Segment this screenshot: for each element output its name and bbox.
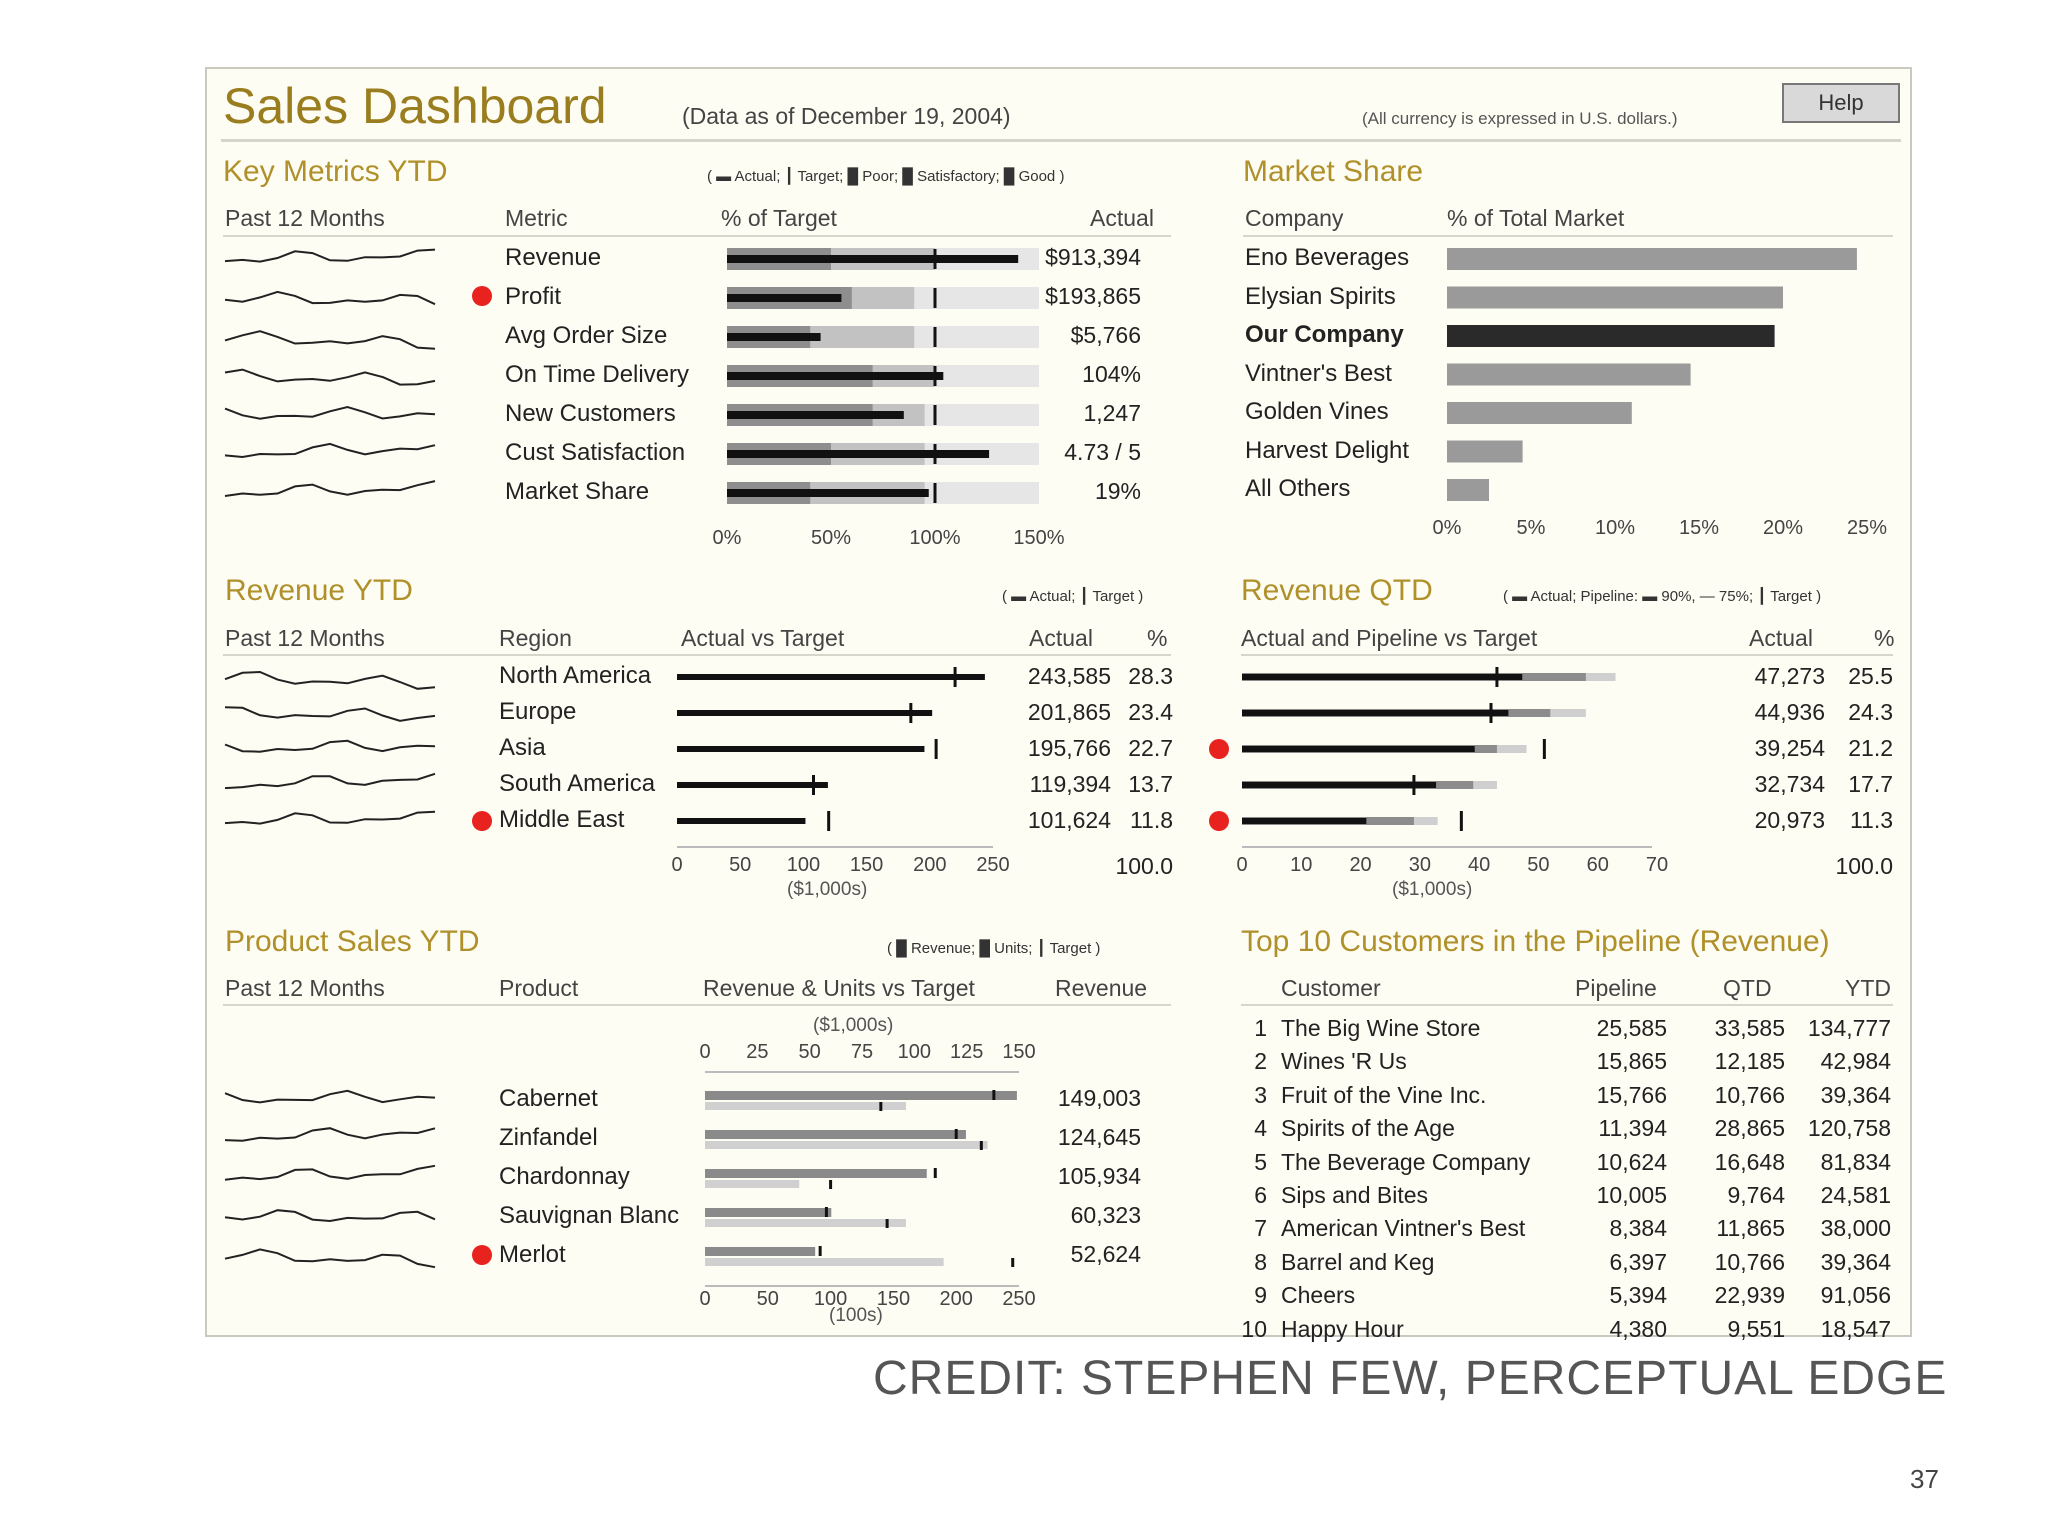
rq-col-actual: Actual xyxy=(1749,625,1813,651)
tc-customer-name: Wines 'R Us xyxy=(1281,1048,1407,1075)
ms-company-label: All Others xyxy=(1245,475,1351,502)
rq-actual-value: 32,734 xyxy=(1754,771,1825,797)
ps-units-tick-label: 150 xyxy=(876,1288,911,1310)
ps-product-label: Cabernet xyxy=(499,1085,598,1112)
km-col-metric: Metric xyxy=(505,205,568,231)
ps-sparkline xyxy=(225,1128,435,1141)
ry-region-label: Europe xyxy=(499,698,577,725)
tc-ytd-value: 42,984 xyxy=(1820,1048,1891,1075)
ps-revenue-value: 105,934 xyxy=(1057,1163,1141,1189)
ps-revenue-bar xyxy=(705,1208,831,1217)
tc-rank: 4 xyxy=(1254,1115,1267,1142)
ry-sparkline xyxy=(225,774,435,788)
key-metrics-title: Key Metrics YTD xyxy=(223,155,448,188)
ry-col-pct: % xyxy=(1147,625,1168,651)
tc-pipeline-value: 8,384 xyxy=(1609,1215,1667,1242)
tc-col-pipeline: Pipeline xyxy=(1575,975,1657,1001)
km-actual-bar xyxy=(727,372,943,380)
ry-sparkline xyxy=(225,812,435,824)
tc-ytd-value: 24,581 xyxy=(1820,1182,1891,1208)
tc-pipeline-value: 15,766 xyxy=(1596,1081,1667,1108)
ps-product-label: Zinfandel xyxy=(499,1124,598,1151)
ps-rev-tick-label: 100 xyxy=(897,1041,932,1063)
km-metric-label: On Time Delivery xyxy=(505,361,690,388)
km-sparkline xyxy=(225,370,435,385)
product-sales-legend: ( █ Revenue; █ Units; ┃ Target ) xyxy=(887,940,1101,957)
ry-tick-label: 200 xyxy=(913,854,947,876)
ps-rev-tick-label: 75 xyxy=(850,1041,874,1063)
km-actual-value: 104% xyxy=(1082,361,1141,387)
ry-region-label: Asia xyxy=(499,734,546,761)
ry-region-label: South America xyxy=(499,770,656,797)
tc-rank: 6 xyxy=(1254,1182,1267,1208)
alert-dot xyxy=(1209,739,1229,759)
ms-tick-label: 5% xyxy=(1516,517,1546,539)
km-sparkline xyxy=(225,292,435,304)
ps-revenue-value: 124,645 xyxy=(1057,1124,1141,1150)
rq-tick-label: 30 xyxy=(1408,854,1431,876)
tc-pipeline-value: 15,865 xyxy=(1596,1048,1667,1075)
revenue-qtd-legend: ( ▬ Actual; Pipeline: ▬ 90%, — 75%; ┃ Target ) xyxy=(1503,588,1822,605)
ps-sparkline xyxy=(225,1249,435,1267)
rq-pct-value: 21.2 xyxy=(1848,735,1893,761)
tc-pipeline-value: 4,380 xyxy=(1609,1315,1667,1342)
ms-tick-label: 10% xyxy=(1594,517,1636,539)
ps-units-tick-label: 100 xyxy=(813,1288,848,1310)
ps-rev-tick-label: 125 xyxy=(949,1041,984,1063)
rq-actual-bar xyxy=(1242,674,1522,680)
rq-col-pct: % xyxy=(1874,625,1895,651)
rq-pct-value: 17.7 xyxy=(1848,771,1893,797)
ms-company-label: Golden Vines xyxy=(1245,398,1389,425)
page-title: Sales Dashboard xyxy=(223,78,607,134)
ps-units-tick-label: 0 xyxy=(699,1288,711,1310)
ps-col-product: Product xyxy=(499,975,579,1001)
tc-customer-name: The Big Wine Store xyxy=(1281,1015,1481,1041)
tc-qtd-value: 33,585 xyxy=(1714,1015,1785,1041)
ps-rev-tick-label: 25 xyxy=(746,1041,769,1063)
credit-line: CREDIT: STEPHEN FEW, PERCEPTUAL EDGE xyxy=(873,1352,1948,1405)
tc-pipeline-value: 11,394 xyxy=(1598,1115,1667,1142)
ry-actual-value: 119,394 xyxy=(1029,771,1111,797)
market-share-title: Market Share xyxy=(1243,155,1424,188)
product-sales-title: Product Sales YTD xyxy=(225,925,480,958)
rq-actual-bar xyxy=(1242,710,1508,716)
ps-revenue-bar xyxy=(705,1091,1017,1100)
tc-customer-name: Cheers xyxy=(1281,1282,1356,1309)
rq-pct-value: 11.3 xyxy=(1849,807,1893,833)
km-metric-label: Revenue xyxy=(505,244,602,271)
ry-tick-label: 50 xyxy=(729,854,752,876)
rq-actual-bar xyxy=(1242,746,1475,752)
ps-product-label: Merlot xyxy=(499,1241,566,1268)
rq-tick-label: 70 xyxy=(1645,854,1669,876)
ry-col-actual-vs-target: Actual vs Target xyxy=(681,625,845,651)
km-metric-label: Avg Order Size xyxy=(505,322,668,349)
km-actual-bar xyxy=(727,489,929,497)
tc-customer-name: Fruit of the Vine Inc. xyxy=(1281,1081,1487,1108)
ry-sparkline xyxy=(225,672,435,689)
ry-col-region: Region xyxy=(499,625,572,651)
ps-col-revenue: Revenue xyxy=(1055,975,1148,1001)
tc-customer-name: Sips and Bites xyxy=(1281,1182,1429,1208)
ms-company-label: Our Company xyxy=(1245,321,1404,348)
ps-revenue-bar xyxy=(705,1130,966,1139)
currency-note: (All currency is expressed in U.S. dollars.) xyxy=(1362,109,1678,128)
ry-actual-bar xyxy=(677,746,924,752)
tc-rank: 3 xyxy=(1254,1081,1267,1108)
tc-customer-name: American Vintner's Best xyxy=(1281,1215,1526,1242)
tc-customer-name: Spirits of the Age xyxy=(1281,1115,1455,1142)
tc-pipeline-value: 10,005 xyxy=(1596,1182,1667,1208)
rq-actual-value: 44,936 xyxy=(1754,699,1825,725)
ps-units-bar xyxy=(705,1258,944,1266)
ry-actual-bar xyxy=(677,818,805,824)
revenue-qtd-title: Revenue QTD xyxy=(1241,574,1433,607)
rq-actual-bar xyxy=(1242,782,1436,788)
ms-company-label: Harvest Delight xyxy=(1245,436,1410,464)
sales-dashboard xyxy=(205,67,1912,1342)
km-actual-bar xyxy=(727,255,1018,263)
rq-col-actual-pipeline: Actual and Pipeline vs Target xyxy=(1241,625,1538,651)
ry-pct-value: 22.7 xyxy=(1128,735,1173,761)
ry-axis-unit: ($1,000s) xyxy=(787,879,868,900)
ry-pct-value: 11.8 xyxy=(1129,807,1173,833)
ps-revenue-unit: ($1,000s) xyxy=(813,1015,894,1036)
ms-col-company: Company xyxy=(1245,205,1344,231)
rq-pct-value: 24.3 xyxy=(1848,699,1893,725)
rq-actual-value: 39,254 xyxy=(1754,735,1825,761)
ry-region-label: Middle East xyxy=(499,806,625,833)
ps-units-bar xyxy=(705,1141,988,1149)
tc-qtd-value: 11,865 xyxy=(1716,1215,1785,1242)
ry-tick-label: 0 xyxy=(671,854,683,876)
ms-tick-label: 25% xyxy=(1846,517,1888,539)
ps-units-bar xyxy=(705,1102,906,1110)
tc-ytd-value: 38,000 xyxy=(1820,1215,1891,1242)
ps-units-bar xyxy=(705,1219,906,1227)
tc-rank: 7 xyxy=(1254,1215,1267,1242)
ms-bar xyxy=(1447,325,1775,347)
ps-product-label: Sauvignan Blanc xyxy=(499,1202,680,1229)
rq-tick-label: 10 xyxy=(1290,854,1313,876)
km-actual-bar xyxy=(727,450,989,458)
tc-col-qtd: QTD xyxy=(1723,975,1772,1001)
tc-col-ytd: YTD xyxy=(1845,975,1891,1001)
rq-pct-value: 25.5 xyxy=(1848,663,1893,689)
rq-axis-unit: ($1,000s) xyxy=(1392,879,1473,900)
ry-region-label: North America xyxy=(499,662,652,689)
km-tick-label: 0% xyxy=(712,527,742,549)
tc-rank: 10 xyxy=(1241,1315,1267,1342)
tc-pipeline-value: 25,585 xyxy=(1596,1015,1667,1041)
data-as-of: (Data as of December 19, 2004) xyxy=(682,103,1011,129)
km-col-pct-target: % of Target xyxy=(721,205,837,231)
tc-col-customer: Customer xyxy=(1281,975,1381,1001)
ry-sparkline xyxy=(225,707,435,721)
ps-revenue-bar xyxy=(705,1169,927,1178)
rq-tick-label: 60 xyxy=(1586,854,1609,876)
help-button[interactable]: Help xyxy=(1782,83,1900,123)
tc-qtd-value: 22,939 xyxy=(1714,1282,1785,1309)
ry-sparkline xyxy=(225,741,435,752)
tc-qtd-value: 16,648 xyxy=(1714,1148,1785,1175)
ry-pct-value: 23.4 xyxy=(1128,699,1173,725)
revenue-ytd-title: Revenue YTD xyxy=(225,574,413,607)
ry-tick-label: 150 xyxy=(849,854,884,876)
km-actual-bar xyxy=(727,294,841,302)
rq-total-pct: 100.0 xyxy=(1835,853,1893,879)
km-metric-label: Profit xyxy=(505,283,562,310)
ms-bar xyxy=(1447,364,1691,386)
ps-col-rev-units: Revenue & Units vs Target xyxy=(703,975,975,1001)
ps-units-tick-label: 250 xyxy=(1002,1288,1036,1310)
tc-rank: 1 xyxy=(1254,1015,1267,1041)
rq-tick-label: 0 xyxy=(1236,854,1248,876)
tc-ytd-value: 39,364 xyxy=(1820,1248,1891,1275)
rq-tick-label: 40 xyxy=(1468,854,1491,876)
ry-actual-bar xyxy=(677,710,932,716)
key-metrics-legend: ( ▬ Actual; ┃ Target; █ Poor; █ Satisfactory; █ Good ) xyxy=(707,168,1065,185)
ms-col-pct-market: % of Total Market xyxy=(1447,205,1625,231)
alert-dot xyxy=(472,286,492,306)
ps-sparkline xyxy=(225,1210,435,1221)
ms-company-label: Elysian Spirits xyxy=(1245,282,1396,310)
tc-ytd-value: 81,834 xyxy=(1820,1148,1891,1175)
km-metric-label: Cust Satisfaction xyxy=(505,439,686,466)
rq-tick-label: 50 xyxy=(1527,854,1550,876)
tc-qtd-value: 10,766 xyxy=(1714,1081,1785,1108)
ps-units-tick-label: 50 xyxy=(756,1288,779,1310)
ry-total-pct: 100.0 xyxy=(1115,853,1173,879)
ms-company-label: Eno Beverages xyxy=(1245,244,1410,271)
tc-qtd-value: 10,766 xyxy=(1714,1248,1785,1275)
km-metric-label: Market Share xyxy=(505,478,650,505)
ps-revenue-value: 52,624 xyxy=(1070,1241,1141,1267)
ps-units-unit: (100s) xyxy=(829,1305,883,1326)
tc-qtd-value: 9,764 xyxy=(1727,1182,1785,1208)
tc-customer-name: Barrel and Keg xyxy=(1281,1248,1435,1275)
revenue-ytd-legend: ( ▬ Actual; ┃ Target ) xyxy=(1002,588,1144,605)
rq-actual-bar xyxy=(1242,818,1366,824)
tc-pipeline-value: 10,624 xyxy=(1596,1148,1667,1175)
ry-tick-label: 100 xyxy=(786,854,821,876)
ms-tick-label: 15% xyxy=(1678,517,1720,539)
ms-bar xyxy=(1447,402,1632,424)
ry-actual-bar xyxy=(677,782,828,788)
tc-ytd-value: 91,056 xyxy=(1820,1282,1891,1309)
tc-qtd-value: 12,185 xyxy=(1714,1048,1785,1075)
km-actual-bar xyxy=(727,333,821,341)
ry-pct-value: 28.3 xyxy=(1128,663,1173,689)
ps-sparkline xyxy=(225,1091,435,1103)
rq-actual-value: 47,273 xyxy=(1754,663,1825,689)
dashboard-graphics xyxy=(207,69,1914,1339)
tc-pipeline-value: 5,394 xyxy=(1609,1282,1667,1309)
ps-rev-tick-label: 50 xyxy=(798,1041,821,1063)
ms-bar xyxy=(1447,248,1857,270)
ry-actual-value: 201,865 xyxy=(1027,699,1111,725)
rq-actual-value: 20,973 xyxy=(1754,807,1825,833)
ry-tick-label: 250 xyxy=(976,854,1010,876)
ms-bar xyxy=(1447,441,1523,463)
km-tick-label: 50% xyxy=(810,527,852,549)
tc-qtd-value: 9,551 xyxy=(1727,1315,1785,1342)
ps-rev-tick-label: 150 xyxy=(1002,1041,1036,1063)
km-actual-value: 4.73 / 5 xyxy=(1064,439,1141,465)
km-sparkline xyxy=(225,481,435,496)
km-col-past: Past 12 Months xyxy=(225,205,385,231)
km-metric-label: New Customers xyxy=(505,400,676,427)
ms-bar xyxy=(1447,287,1783,309)
ry-actual-value: 243,585 xyxy=(1027,663,1111,689)
tc-rank: 5 xyxy=(1254,1148,1267,1175)
km-actual-value: $193,865 xyxy=(1045,283,1141,309)
alert-dot xyxy=(472,811,492,831)
km-sparkline xyxy=(225,331,435,349)
km-actual-value: $5,766 xyxy=(1070,322,1141,348)
km-actual-bar xyxy=(727,411,904,419)
tc-qtd-value: 28,865 xyxy=(1714,1115,1785,1142)
ps-revenue-bar xyxy=(705,1247,815,1256)
km-tick-label: 100% xyxy=(909,527,961,549)
ry-pct-value: 13.7 xyxy=(1128,771,1173,797)
tc-ytd-value: 18,547 xyxy=(1820,1315,1891,1342)
tc-ytd-value: 39,364 xyxy=(1820,1081,1891,1108)
km-sparkline xyxy=(225,407,435,419)
ps-rev-tick-label: 0 xyxy=(699,1041,711,1063)
ms-tick-label: 20% xyxy=(1762,517,1804,539)
ry-actual-value: 101,624 xyxy=(1027,807,1111,833)
ps-product-label: Chardonnay xyxy=(499,1163,630,1190)
tc-ytd-value: 134,777 xyxy=(1807,1015,1891,1041)
tc-rank: 2 xyxy=(1254,1048,1267,1075)
ms-bar xyxy=(1447,479,1489,501)
ps-sparkline xyxy=(225,1166,435,1180)
ms-tick-label: 0% xyxy=(1432,517,1462,539)
km-col-actual: Actual xyxy=(1090,205,1154,231)
ps-units-tick-label: 200 xyxy=(939,1288,973,1310)
alert-dot xyxy=(472,1245,492,1265)
ry-col-actual: Actual xyxy=(1029,625,1093,651)
ms-company-label: Vintner's Best xyxy=(1245,359,1392,387)
km-sparkline xyxy=(225,444,435,457)
km-sparkline xyxy=(225,250,435,262)
km-actual-value: 1,247 xyxy=(1083,400,1141,426)
km-tick-label: 150% xyxy=(1013,527,1065,549)
ry-col-past: Past 12 Months xyxy=(225,625,385,651)
ps-col-past: Past 12 Months xyxy=(225,975,385,1001)
ry-actual-bar xyxy=(677,674,985,680)
ps-revenue-value: 149,003 xyxy=(1057,1085,1141,1111)
top-customers-title: Top 10 Customers in the Pipeline (Revenue) xyxy=(1241,925,1830,958)
km-actual-value: 19% xyxy=(1094,478,1141,504)
alert-dot xyxy=(1209,811,1229,831)
tc-customer-name: Happy Hour xyxy=(1281,1315,1404,1342)
ps-revenue-value: 60,323 xyxy=(1070,1202,1141,1228)
tc-rank: 8 xyxy=(1254,1248,1267,1275)
km-actual-value: $913,394 xyxy=(1045,244,1141,270)
ps-units-bar xyxy=(705,1180,799,1188)
tc-ytd-value: 120,758 xyxy=(1807,1115,1891,1142)
tc-customer-name: The Beverage Company xyxy=(1281,1148,1531,1175)
tc-rank: 9 xyxy=(1254,1282,1267,1309)
tc-pipeline-value: 6,397 xyxy=(1609,1248,1667,1275)
rq-tick-label: 20 xyxy=(1349,854,1372,876)
ry-actual-value: 195,766 xyxy=(1027,735,1111,761)
page-number: 37 xyxy=(1910,1464,1939,1494)
